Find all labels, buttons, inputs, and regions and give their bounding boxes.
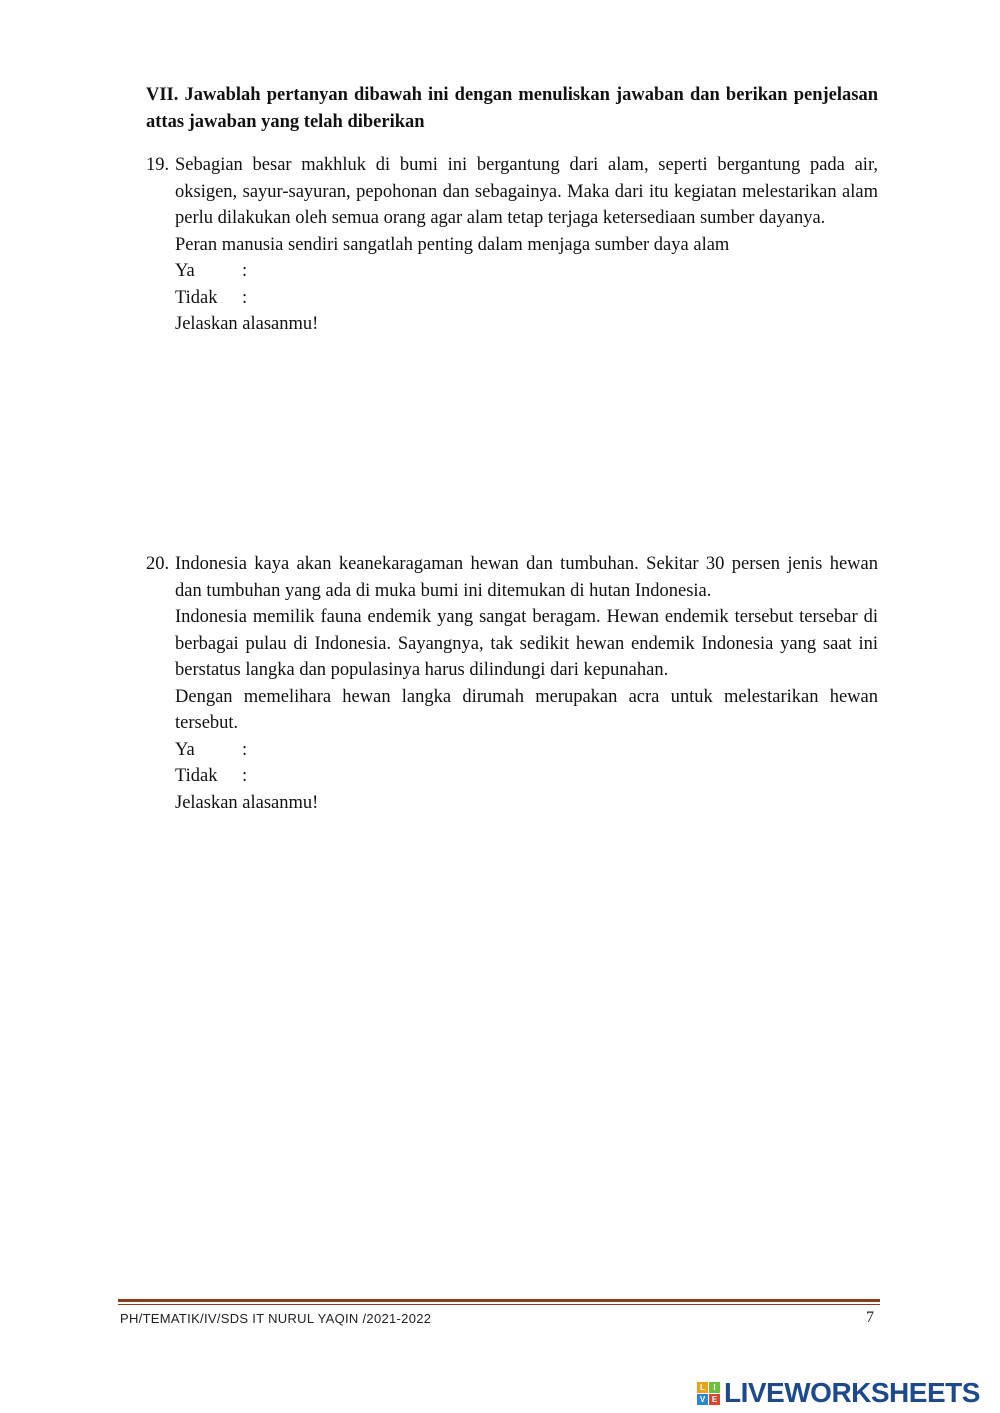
question-paragraph: Dengan memelihara hewan langka dirumah merupakan acra untuk melestarikan hewan tersebut. [175, 686, 878, 733]
question-paragraph: Peran manusia sendiri sangatlah penting dalam menjaga sumber daya alam [175, 234, 730, 255]
answer-colon: : [242, 739, 248, 760]
logo-letter: E [709, 1394, 720, 1405]
logo-letter: L [697, 1382, 708, 1393]
explain-prompt: Jelaskan alasanmu! [175, 314, 319, 334]
page-number: 7 [866, 1309, 874, 1326]
answer-yes-row[interactable] [175, 737, 878, 764]
explain-prompt: Jelaskan alasanmu! [175, 792, 319, 813]
question-paragraph: Indonesia kaya akan keanekaragaman hewan dan tumbuhan. Sekitar 30 persen jenis hewan dan tumbuhan yang ada di muka bumi ini ditemukan di hutan Indonesia. [175, 554, 878, 601]
section-heading: VII. Jawablah pertanyan dibawah ini dengan menuliskan jawaban dan berikan penjelasan attas jawaban yang telah diberikan [146, 85, 878, 132]
footer-rule [118, 1299, 880, 1302]
answer-no-label: Tidak [175, 287, 218, 308]
answer-colon: : [242, 261, 248, 281]
question-number: 20. [146, 554, 170, 574]
answer-colon: : [242, 287, 248, 308]
liveworksheets-logo[interactable] [697, 1378, 980, 1408]
answer-yes-label: Ya [175, 261, 195, 281]
answer-yes-row[interactable] [175, 258, 878, 285]
footer-text: PH/TEMATIK/IV/SDS IT NURUL YAQIN /2021-2022 [120, 1311, 432, 1326]
logo-letter: V [697, 1394, 708, 1405]
answer-no-label: Tidak [175, 766, 218, 786]
question-number: 19. [146, 155, 170, 175]
question-paragraph: Sebagian besar makhluk di bumi ini bergantung dari alam, seperti bergantung pada air, oksigen, sayur-sayuran, pepohonan dan sebagainya. Maka dari itu kegiatan melestarikan alam perlu dilakukan oleh semua orang agar alam tetap terjaga ketersediaan sumber dayanya. [175, 155, 878, 228]
live-grid-icon [697, 1382, 720, 1405]
question-paragraph: Indonesia memilik fauna endemik yang sangat beragam. Hewan endemik tersebut tersebar di berbagai pulau di Indonesia. Sayangnya, tak sedikit hewan endemik Indonesia yang saat ini berstatus langka dan populasinya harus dilindungi dari kepunahan. [175, 607, 878, 680]
answer-colon: : [242, 766, 248, 786]
logo-letter: I [709, 1382, 720, 1393]
answer-no-row[interactable] [175, 763, 878, 790]
question-20 [146, 551, 878, 816]
footer-rule-thin [118, 1304, 880, 1305]
question-19 [146, 152, 878, 338]
answer-yes-label: Ya [175, 739, 195, 760]
answer-no-row[interactable] [175, 285, 878, 312]
logo-text: LIVEWORKSHEETS [724, 1377, 980, 1408]
